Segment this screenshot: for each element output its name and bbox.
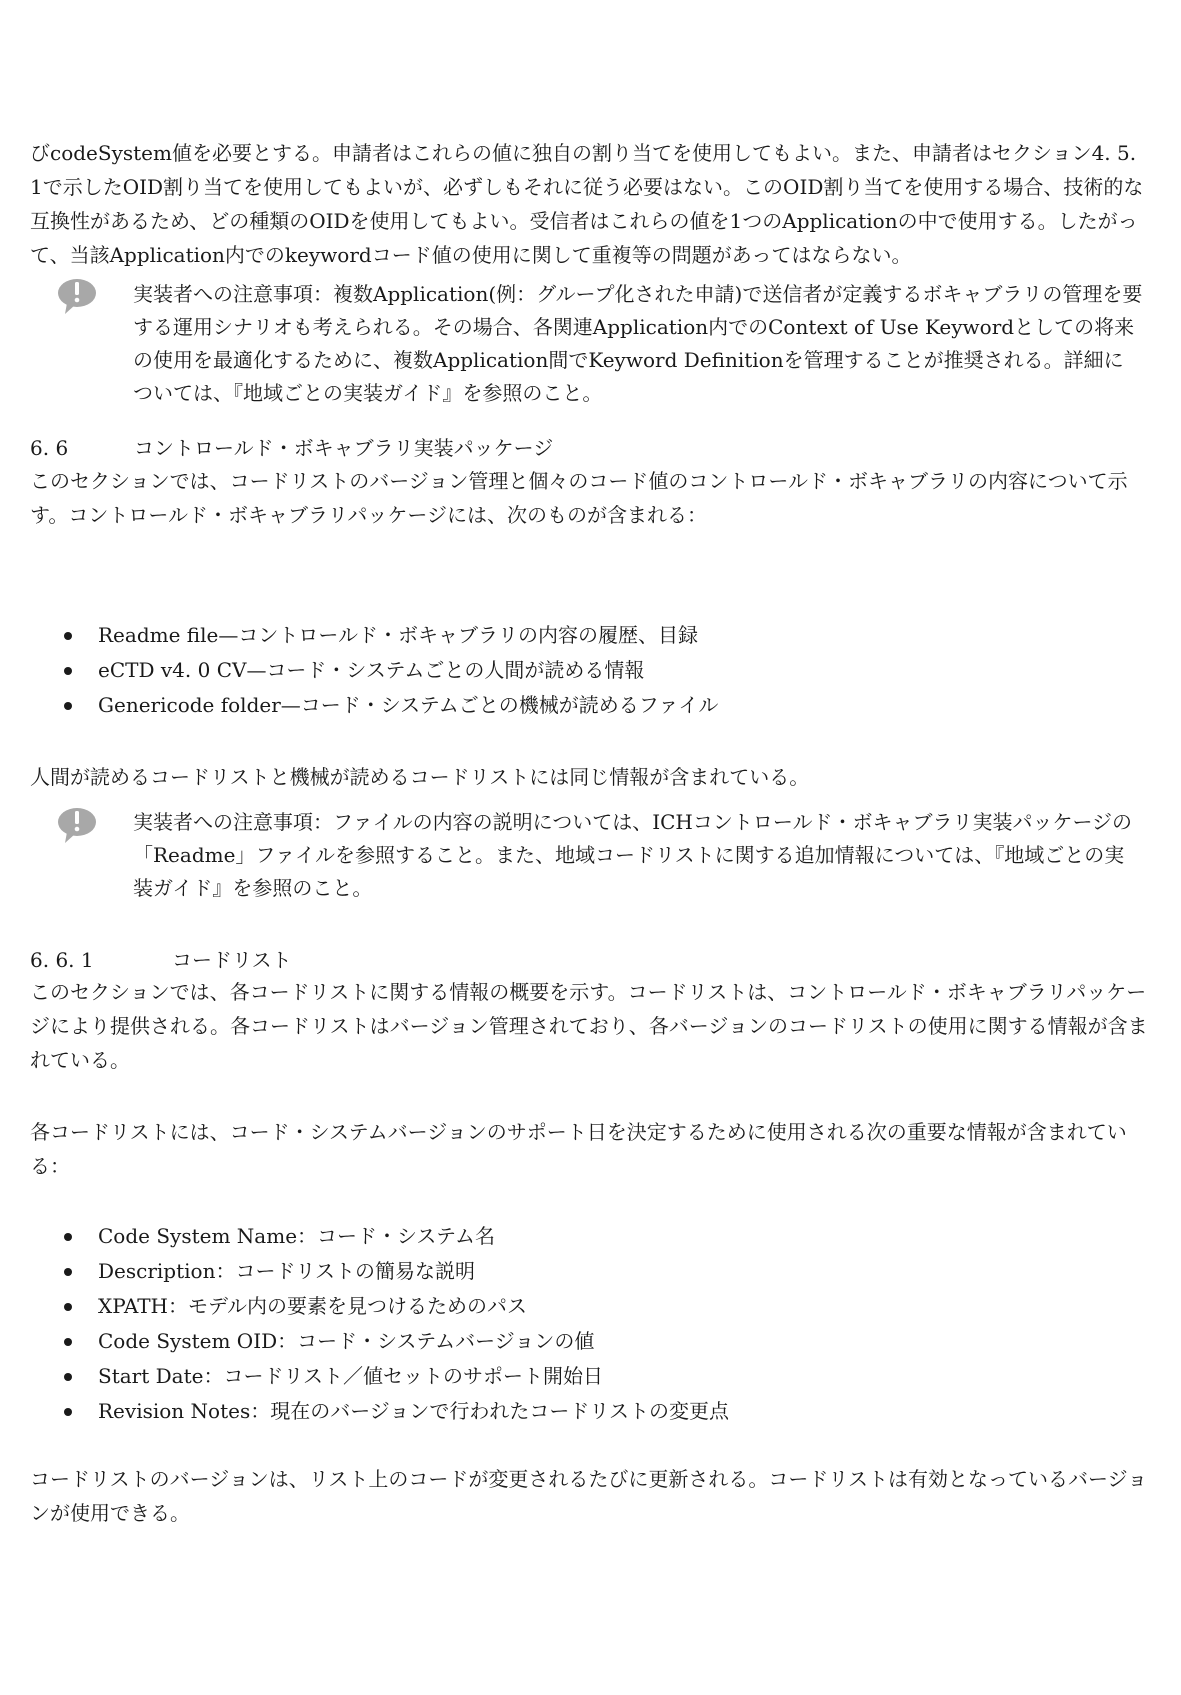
paragraph-version-update: コードリストのバージョンは、リスト上のコードが変更されるたびに更新される。コードリストは有効となっているバージョンが使用できる。 — [30, 1467, 1148, 1525]
list-item: Start Date：コードリスト／値セットのサポート開始日 — [30, 1359, 729, 1394]
paragraph-same-info: 人間が読めるコードリストと機械が読めるコードリストには同じ情報が含まれている。 — [30, 765, 810, 789]
bullet-icon — [64, 1233, 72, 1241]
list-item: Code System OID：コード・システムバージョンの値 — [30, 1324, 729, 1359]
bullet-icon — [64, 702, 72, 710]
paragraph-cv-package: このセクションでは、コードリストのバージョン管理と個々のコード値のコントロールド・ボキャブラリの内容について示す。コントロールド・ボキャブラリパッケージには、次のものが含まれる： — [30, 469, 1128, 527]
section-number: 6. 6. 1 — [30, 948, 94, 972]
paragraph-codelist-info: 各コードリストには、コード・システムバージョンのサポート日を決定するために使用される次の重要な情報が含まれている： — [30, 1120, 1127, 1178]
list-item: Description：コードリストの簡易な説明 — [30, 1254, 729, 1289]
list-item: XPATH：モデル内の要素を見つけるためのパス — [30, 1289, 729, 1324]
codelist-fields-list — [30, 1219, 729, 1429]
bullet-icon — [64, 1408, 72, 1416]
section-heading-6-6 — [30, 433, 553, 463]
list-item: Readme file—コントロールド・ボキャブラリの内容の履歴、目録 — [30, 618, 718, 653]
speech-bubble-exclamation-icon — [55, 805, 99, 845]
section-title: コードリスト — [172, 948, 292, 972]
section-number: 6. 6 — [30, 436, 69, 460]
list-item: Genericode folder—コード・システムごとの機械が読めるファイル — [30, 688, 718, 723]
package-contents-list — [30, 618, 718, 723]
list-item: Revision Notes：現在のバージョンで行われたコードリストの変更点 — [30, 1394, 729, 1429]
list-item: eCTD v4. 0 CV—コード・システムごとの人間が読める情報 — [30, 653, 718, 688]
bullet-icon — [64, 632, 72, 640]
paragraph-codelist-overview: このセクションでは、各コードリストに関する情報の概要を示す。コードリストは、コントロールド・ボキャブラリパッケージにより提供される。各コードリストはバージョン管理されており、各バージョンのコードリストの使用に関する情報が含まれている。 — [30, 980, 1148, 1072]
bullet-icon — [64, 1303, 72, 1311]
bullet-icon — [64, 1268, 72, 1276]
bullet-icon — [64, 1338, 72, 1346]
section-heading-6-6-1 — [30, 945, 292, 975]
speech-bubble-exclamation-icon — [55, 276, 99, 316]
paragraph-codesystem: びcodeSystem値を必要とする。申請者はこれらの値に独自の割り当てを使用してもよい。また、申請者はセクション4. 5. 1で示したOID割り当てを使用してもよいが、必ずしもそれに従う必要はない。このOID割り当てを使用する場合、技術的な互換性があるため、どの種類のOIDを使用してもよい。受信者はこれらの値を1つのApplicationの中で使用する。したがって、当該Application内でのkeywordコード値の使用に関して重複等の問題があってはならない。 — [30, 141, 1144, 267]
implementer-note-1: 実装者への注意事項：複数Application(例：グループ化された申請)で送信者が定義するボキャブラリの管理を要する運用シナリオも考えられる。その場合、各関連Application内でのContext of Use Keywordとしての将来の使用を最適化するために、複数Application間でKeyword Definitionを管理することが推奨される。詳細については、『地域ごとの実装ガイド』を参照のこと。 — [133, 282, 1143, 405]
list-item: Code System Name：コード・システム名 — [30, 1219, 729, 1254]
bullet-icon — [64, 667, 72, 675]
section-title: コントロールド・ボキャブラリ実装パッケージ — [134, 436, 554, 460]
implementer-note-2: 実装者への注意事項：ファイルの内容の説明については、ICHコントロールド・ボキャブラリ実装パッケージの「Readme」ファイルを参照すること。また、地域コードリストに関する追加情報については、『地域ごとの実装ガイド』を参照のこと。 — [133, 810, 1133, 900]
bullet-icon — [64, 1373, 72, 1381]
